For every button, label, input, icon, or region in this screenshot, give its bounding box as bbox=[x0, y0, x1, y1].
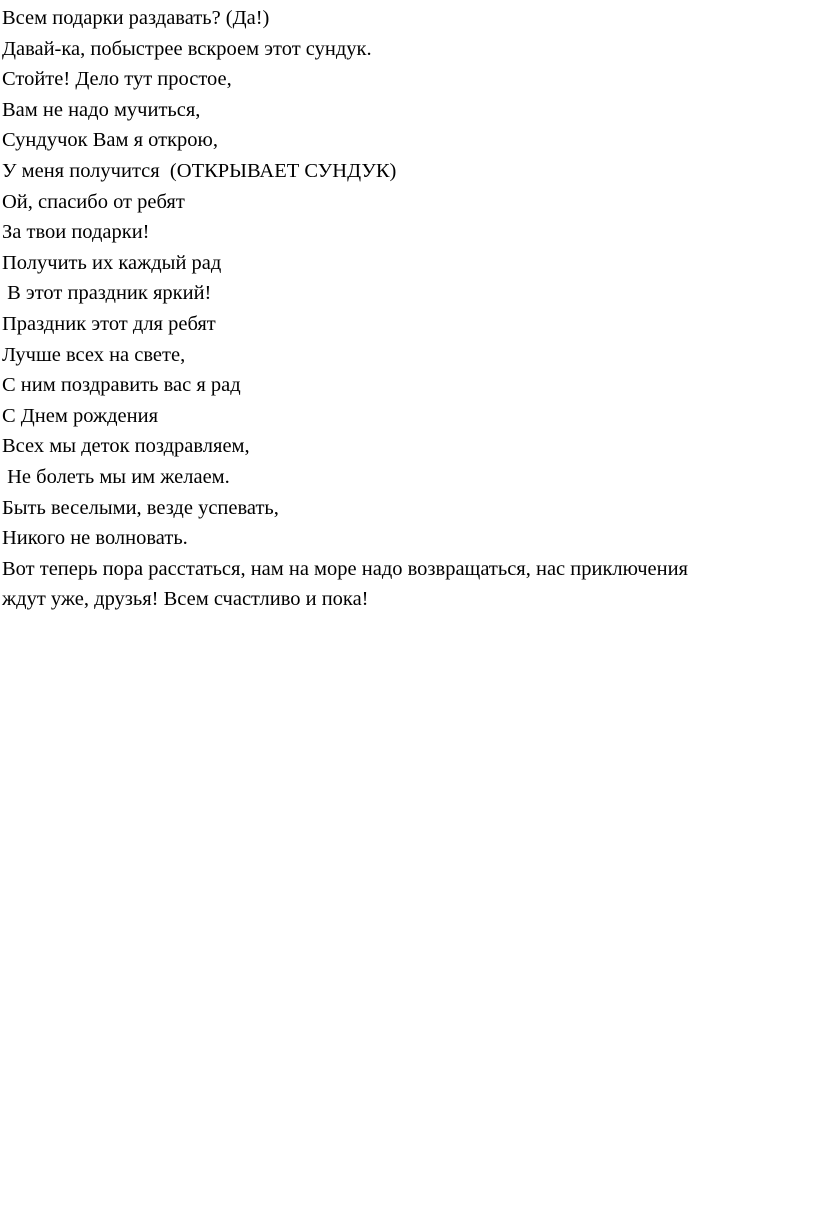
text-line: Получить их каждый рад bbox=[2, 251, 222, 274]
document-text bbox=[2, 3, 792, 615]
text-line: У меня получится (ОТКРЫВАЕТ СУНДУК) bbox=[2, 159, 397, 182]
text-line: Никого не волновать. bbox=[2, 527, 188, 550]
text-line: Стойте! Дело тут простое, bbox=[2, 68, 232, 91]
closing-paragraph-line-2: ждут уже, друзья! Всем счастливо и пока! bbox=[2, 588, 369, 611]
text-line: С Днем рождения bbox=[2, 404, 159, 427]
closing-paragraph-line-1: Вот теперь пора расстаться, нам на море надо возвращаться, нас приключения bbox=[2, 557, 688, 580]
text-line: Всем подарки раздавать? (Да!) bbox=[2, 7, 270, 29]
text-line: Не болеть мы им желаем. bbox=[2, 465, 230, 488]
text-line: Ой, спасибо от ребят bbox=[2, 190, 185, 213]
text-line: Всех мы деток поздравляем, bbox=[2, 435, 250, 458]
text-line: Давай-ка, побыстрее вскроем этот сундук. bbox=[2, 37, 372, 60]
text-line: В этот праздник яркий! bbox=[2, 282, 212, 305]
text-line: Сундучок Вам я открою, bbox=[2, 129, 218, 152]
text-line: Праздник этот для ребят bbox=[2, 312, 216, 335]
text-line: С ним поздравить вас я рад bbox=[2, 374, 241, 397]
text-line: Лучше всех на свете, bbox=[2, 343, 186, 366]
text-line: За твои подарки! bbox=[2, 221, 150, 244]
text-line: Вам не надо мучиться, bbox=[2, 98, 201, 121]
text-line: Быть веселыми, везде успевать, bbox=[2, 496, 279, 519]
